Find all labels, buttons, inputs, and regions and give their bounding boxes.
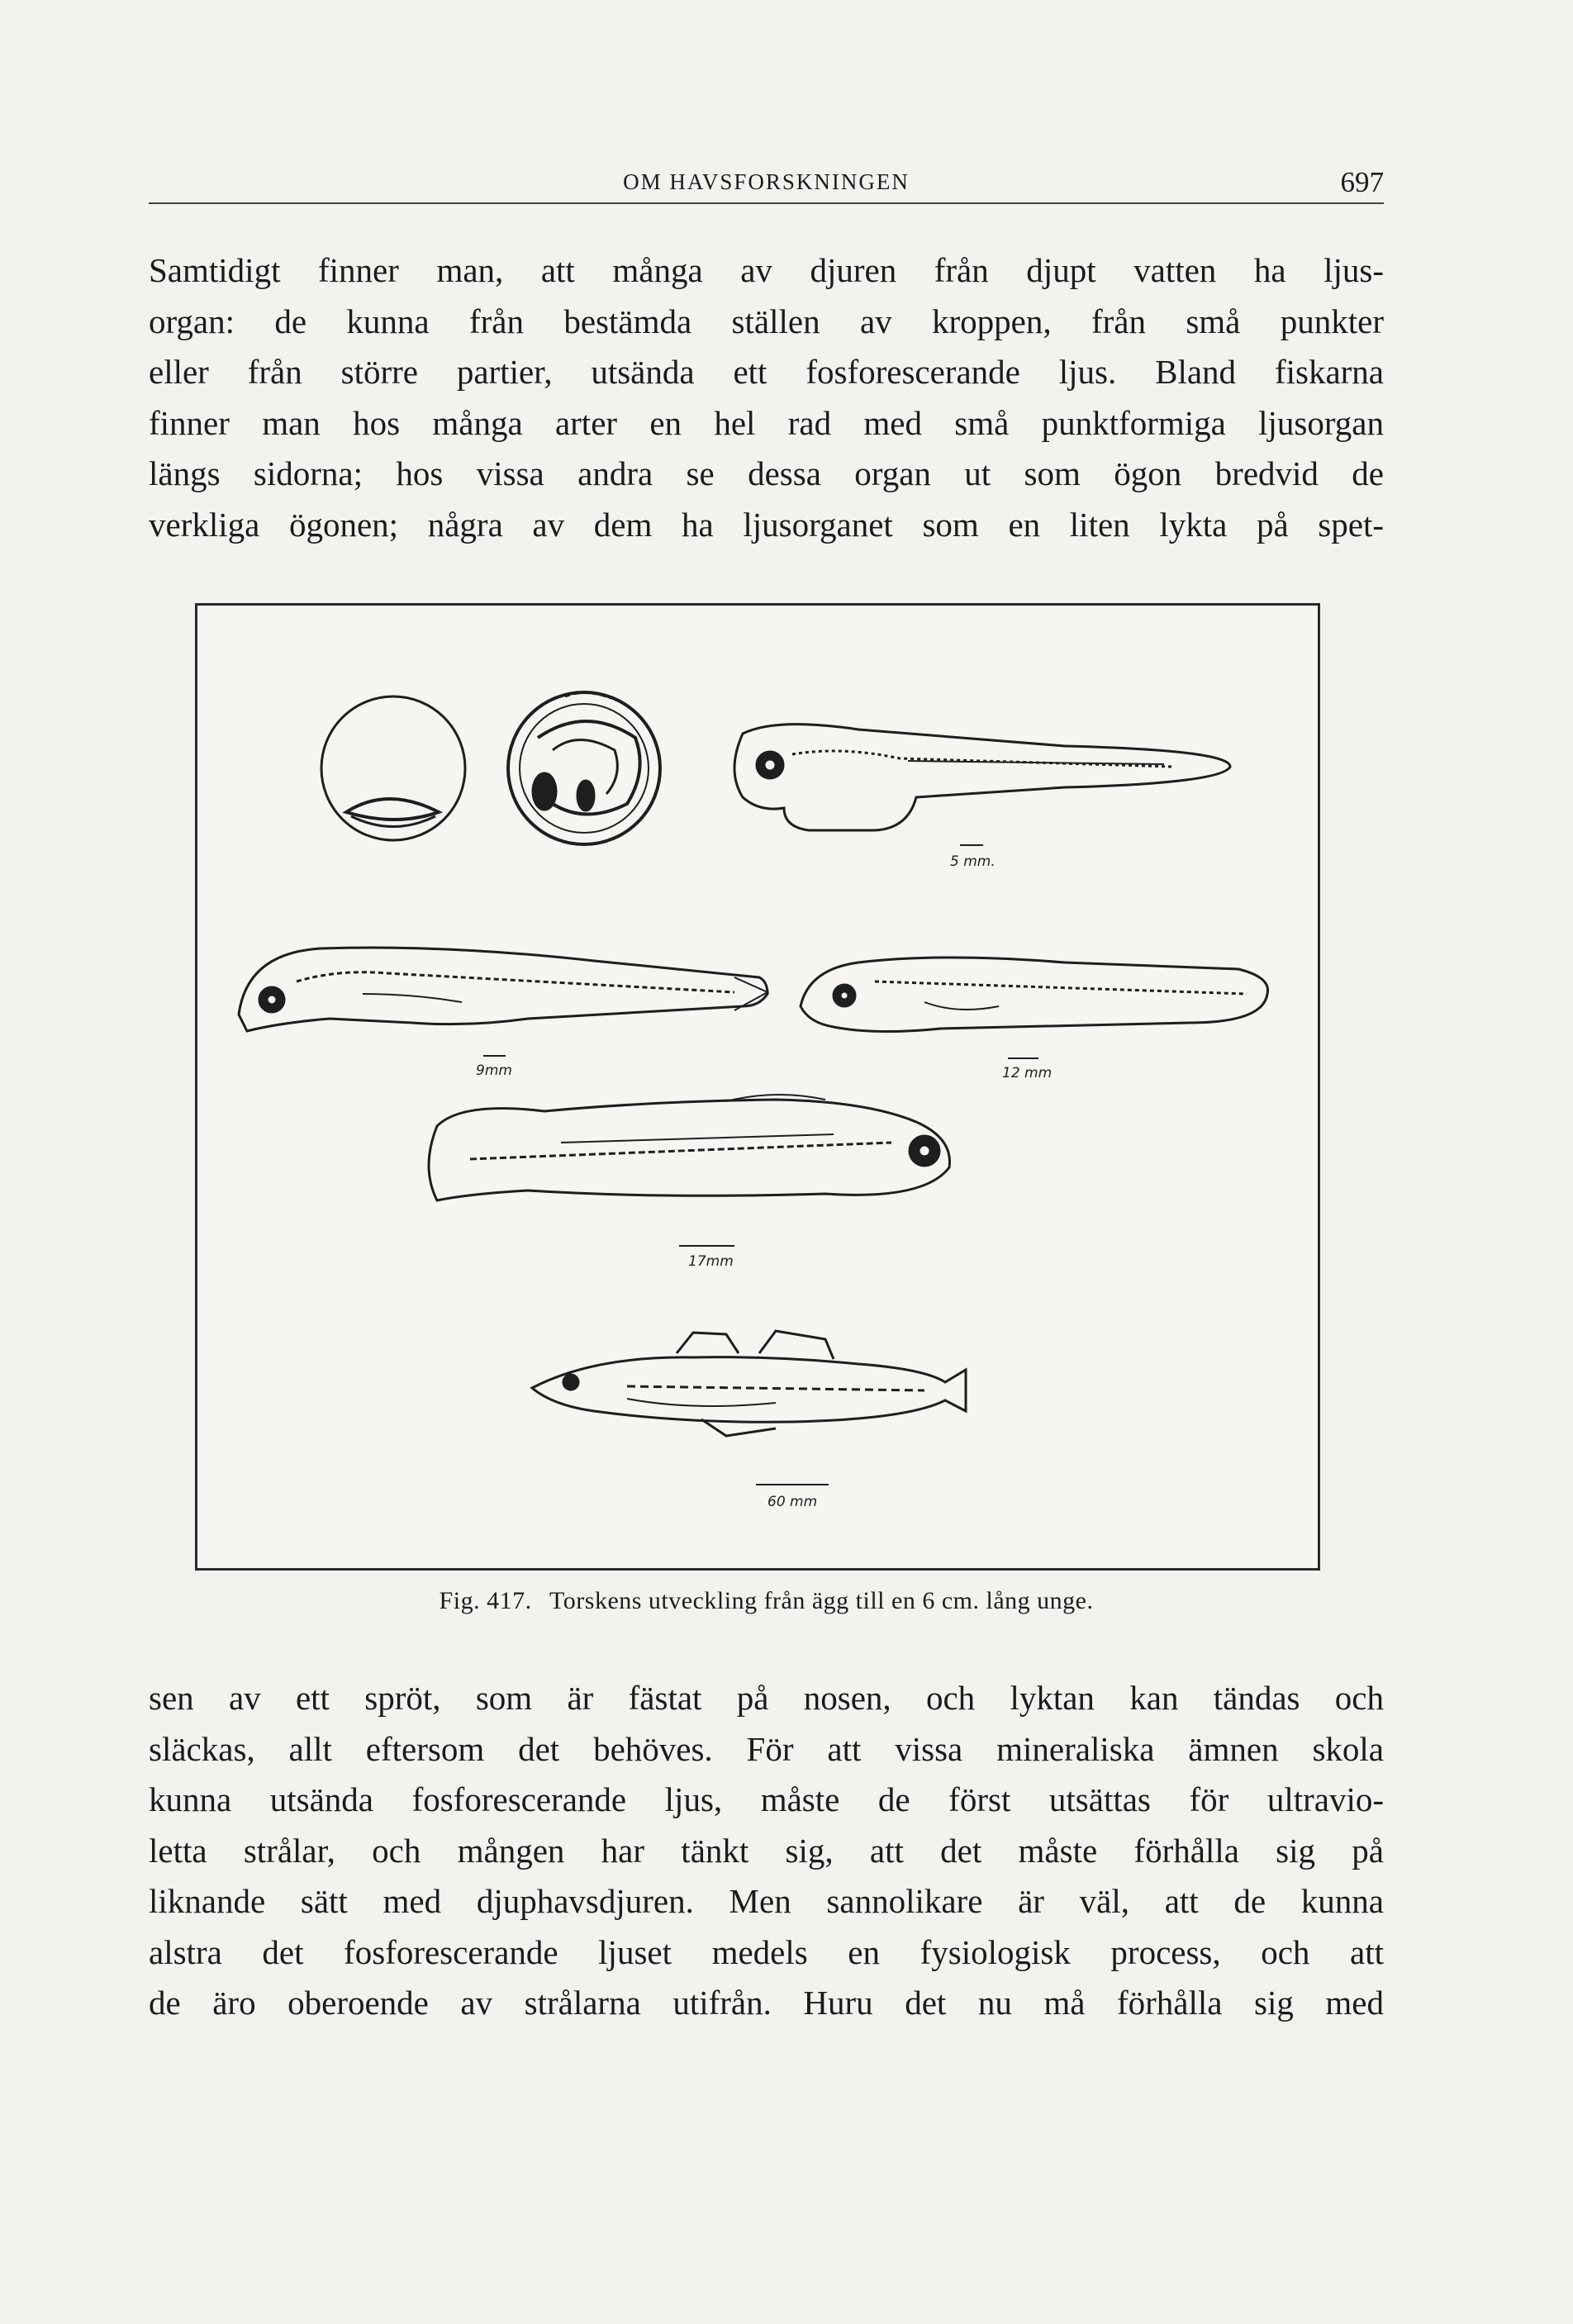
running-head [149, 166, 1384, 204]
juvenile-cod-60mm-illustration [532, 1331, 966, 1436]
figure-cod-development [195, 603, 1320, 1571]
text-line: alstra det fosforescerande ljuset medels en fysiologisk process, och att [149, 1932, 1384, 1971]
running-title: OM HAVSFORSKNINGEN [623, 169, 910, 194]
text-line: eller från större partier, utsända ett fosforescerande ljus. Bland fiskarna [149, 353, 1384, 391]
larva-5mm-illustration [734, 725, 1230, 830]
text-line: längs sidorna; hos vissa andra se dessa organ ut som ögon bredvid de [149, 454, 1384, 492]
text-line: organ: de kunna från bestämda ställen av kroppen, från små punkter [149, 302, 1384, 340]
paragraph-top [149, 245, 1384, 550]
scale-label-12mm: 12 mm [1002, 1065, 1053, 1081]
text-line: letta strålar, och mången har tänkt sig, att det måste förhålla sig på [149, 1831, 1384, 1870]
larva-9mm-illustration [239, 948, 767, 1031]
text-line: de äro oberoende av strålarna utifrån. Huru det nu må förhålla sig med [149, 1984, 1384, 2022]
figure-caption [149, 1587, 1384, 1615]
caption-text: Torskens utveckling från ägg till en 6 cm. lång unge. [549, 1587, 1094, 1614]
scale-label-9mm: 9mm [476, 1062, 512, 1079]
text-line: kunna utsända fosforescerande ljus, måste de först utsättas för ultravio- [149, 1780, 1384, 1818]
figure-illustration [197, 606, 1318, 1568]
text-line: finner man hos många arter en hel rad med små punktformiga ljusorgan [149, 403, 1384, 442]
scale-label-60mm: 60 mm [767, 1494, 818, 1510]
page-number: 697 [1340, 166, 1384, 198]
egg-embryo-illustration [508, 692, 660, 844]
larva-12mm-illustration [801, 958, 1268, 1032]
text-line: Samtidigt finner man, att många av djuren från djupt vatten ha ljus- [149, 251, 1384, 289]
scale-label-5mm: 5 mm. [950, 853, 996, 870]
scale-label-17mm: 17mm [688, 1253, 734, 1270]
text-line: liknande sätt med djuphavsdjuren. Men sannolikare är väl, att de kunna [149, 1882, 1384, 1920]
text-line: sen av ett spröt, som är fästat på nosen, och lyktan kan tändas och [149, 1679, 1384, 1717]
caption-figure-number: Fig. 417. [439, 1587, 532, 1614]
egg-early-illustration [321, 696, 465, 840]
text-line: släckas, allt eftersom det behöves. För att vissa mineraliska ämnen skola [149, 1729, 1384, 1768]
paragraph-bottom [149, 1673, 1384, 2029]
larva-17mm-illustration [429, 1095, 950, 1200]
text-line: verkliga ögonen; några av dem ha ljusorganet som en liten lykta på spet- [149, 505, 1384, 544]
